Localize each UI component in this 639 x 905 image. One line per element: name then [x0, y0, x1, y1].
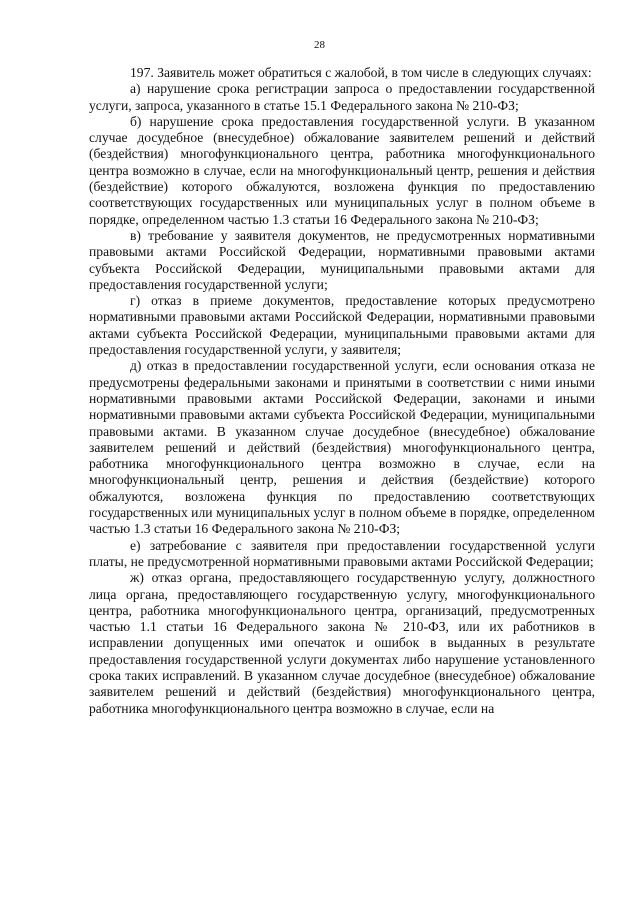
paragraph-item-v: в) требование у заявителя документов, не предусмотренных нормативными правовыми актами Российской Федерации, нормативными правовыми актами субъекта Российской Федерации, муниципальными правовыми актами для предоставления государственной услуги; — [89, 227, 595, 292]
paragraph-item-b: б) нарушение срока предоставления государственной услуги. В указанном случае досудебное (внесудебное) обжалование заявителем решений и действий (бездействия) многофункционального центра, работника многофункционального центра возможно в случае, если на многофункциональный центр, решения и действия (бездействие) которого обжалуются, возложена функция по предоставлению соответствующих государственных или муниципальных услуг в полном объеме в порядке, определенном частью 1.3 статьи 16 Федерального закона № 210-ФЗ; — [89, 113, 595, 227]
paragraph-item-zh: ж) отказ органа, предоставляющего государственную услугу, должностного лица органа, предоставляющего государственную услугу, многофункционального центра, работника многофункционального центра, организаций, предусмотренных частью 1.1 статьи 16 Федерального закона № 210-ФЗ, или их работников в исправлении допущенных ими опечаток и ошибок в выданных в результате предоставления государственной услуги документах либо нарушение установленного срока таких исправлений. В указанном случае досудебное (внесудебное) обжалование заявителем решений и действий (бездействия) многофункционального центра, работника многофункционального центра возможно в случае, если на — [89, 570, 595, 716]
paragraph-item-a: а) нарушение срока регистрации запроса о предоставлении государственной услуги, запроса, указанного в статье 15.1 Федерального закона № 210-ФЗ; — [89, 81, 595, 113]
page-number: 28 — [314, 39, 325, 51]
paragraph-197-intro: 197. Заявитель может обратиться с жалобой, в том числе в следующих случаях: — [130, 65, 592, 80]
paragraph-item-d: д) отказ в предоставлении государственной услуги, если основания отказа не предусмотрены федеральными законами и принятыми в соответствии с ними иными нормативными правовыми актами Российской Федерации, законами и иными нормативными правовыми актами субъекта Российской Федерации, муниципальными правовыми актами. В указанном случае досудебное (внесудебное) обжалование заявителем решений и действий (бездействия) многофункционального центра, работника многофункционального центра возможно в случае, если на многофункциональный центр, решения и действия (бездействие) которого обжалуются, возложена функция по предоставлению соответствующих государственных или муниципальных услуг в полном объеме в порядке, определенном частью 1.3 статьи 16 Федерального закона № 210-ФЗ; — [89, 358, 595, 537]
paragraph-item-g: г) отказ в приеме документов, предоставление которых предусмотрено нормативными правовыми актами Российской Федерации, нормативными правовыми актами субъекта Российской Федерации, муниципальными правовыми актами для предоставления государственной услуги, у заявителя; — [89, 293, 595, 358]
paragraph-item-e: е) затребование с заявителя при предоставлении государственной услуги платы, не предусмотренной нормативными правовыми актами Российской Федерации; — [89, 537, 595, 569]
document-body — [89, 65, 595, 717]
